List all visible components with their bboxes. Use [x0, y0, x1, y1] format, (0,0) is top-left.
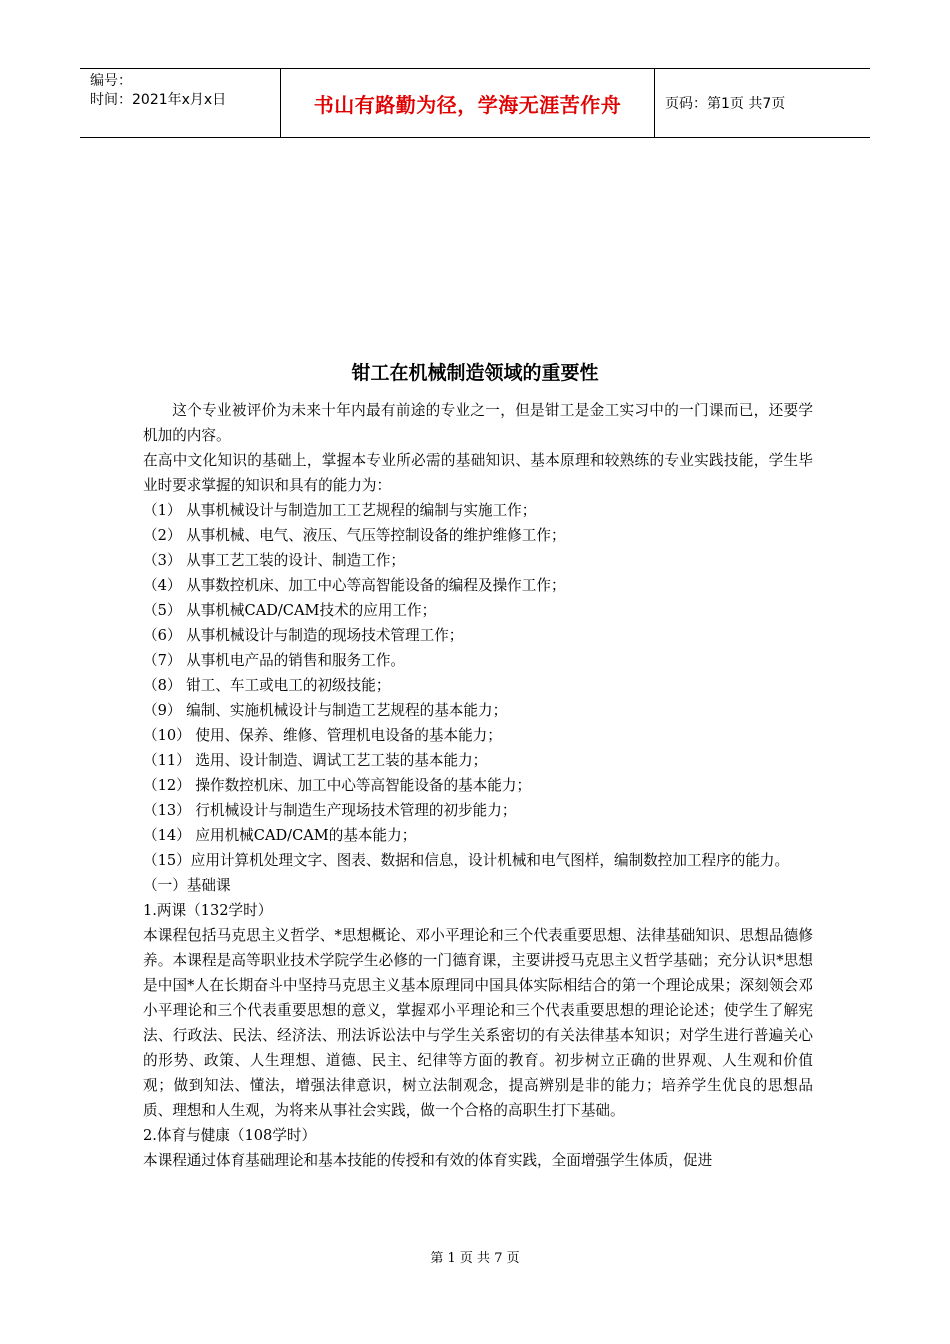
document-title: 钳工在机械制造领域的重要性 [351, 362, 599, 384]
section-heading: （一）基础课 [143, 877, 231, 894]
list-item: （12） 操作数控机床、加工中心等高智能设备的基本能力； [143, 777, 532, 794]
list-item: （11） 选用、设计制造、调试工艺工装的基本能力； [143, 752, 488, 769]
date-label: 时间：2021年x月x日 [90, 92, 227, 108]
header-page-cell [655, 69, 870, 137]
page-footer: 第 1 页 共 7 页 [430, 1251, 520, 1266]
list-item: （1） 从事机械设计与制造加工工艺规程的编制与实施工作； [143, 502, 537, 519]
list-item: （5） 从事机械CAD/CAM技术的应用工作； [143, 602, 437, 619]
list-item: （14） 应用机械CAD/CAM的基本能力； [143, 827, 417, 844]
paragraph: 本课程通过体育基础理论和基本技能的传授和有效的体育实践，全面增强学生体质，促进 [143, 1152, 713, 1169]
subsection-heading: 2.体育与健康（108学时） [143, 1127, 317, 1144]
number-label: 编号： [90, 73, 132, 89]
paragraph: 在高中文化知识的基础上，掌握本专业所必需的基础知识、基本原理和较熟练的专业实践技能，学生毕业时要求掌握的知识和具有的能力为： [143, 452, 813, 494]
subsection-heading: 1.两课（132学时） [143, 902, 273, 919]
list-item: （8） 钳工、车工或电工的初级技能； [143, 677, 391, 694]
list-item: （13） 行机械设计与制造生产现场技术管理的初步能力； [143, 802, 517, 819]
paragraph: 本课程包括马克思主义哲学、*思想概论、邓小平理论和三个代表重要思想、法律基础知识、思想品德修养。本课程是高等职业技术学院学生必修的一门德育课，主要讲授马克思主义哲学基础；充分认识*思想是中国*人在长期奋斗中坚持马克思主义基本原理同中国具体实际相结合的第一个理论成果；深刻领会邓小平理论和三个代表重要思想的意义，掌握邓小平理论和三个代表重要思想的理论论述；使学生了解宪法、行政法、民法、经济法、刑法诉讼法中与学生关系密切的有关法律基本知识；对学生进行普遍关心的形势、政策、人生理想、道德、民主、纪律等方面的教育。初步树立正确的世界观、人生观和价值观；做到知法、懂法，增强法律意识，树立法制观念，提高辨别是非的能力；培养学生优良的思想品质、理想和人生观，为将来从事社会实践，做一个合格的高职生打下基础。 [143, 927, 813, 1119]
list-item: （6） 从事机械设计与制造的现场技术管理工作； [143, 627, 464, 644]
list-item: （15）应用计算机处理文字、图表、数据和信息，设计机械和电气图样，编制数控加工程序的能力。 [143, 852, 790, 869]
list-item: （9） 编制、实施机械设计与制造工艺规程的基本能力； [143, 702, 508, 719]
document-body [143, 398, 813, 1173]
header-meta-cell [80, 69, 281, 137]
list-item: （2） 从事机械、电气、液压、气压等控制设备的维护维修工作； [143, 527, 566, 544]
motto-text: 书山有路勤为径，学海无涯苦作舟 [313, 92, 622, 117]
header-motto-cell [281, 69, 655, 137]
paragraph: 这个专业被评价为未来十年内最有前途的专业之一，但是钳工是金工实习中的一门课而已，还要学机加的内容。 [143, 402, 813, 444]
page-header [80, 68, 870, 138]
list-item: （4） 从事数控机床、加工中心等高智能设备的编程及操作工作； [143, 577, 566, 594]
list-item: （3） 从事工艺工装的设计、制造工作； [143, 552, 406, 569]
header-page-number: 页码：第1页 共7页 [665, 96, 786, 112]
list-item: （7） 从事机电产品的销售和服务工作。 [143, 652, 406, 669]
list-item: （10） 使用、保养、维修、管理机电设备的基本能力； [143, 727, 502, 744]
